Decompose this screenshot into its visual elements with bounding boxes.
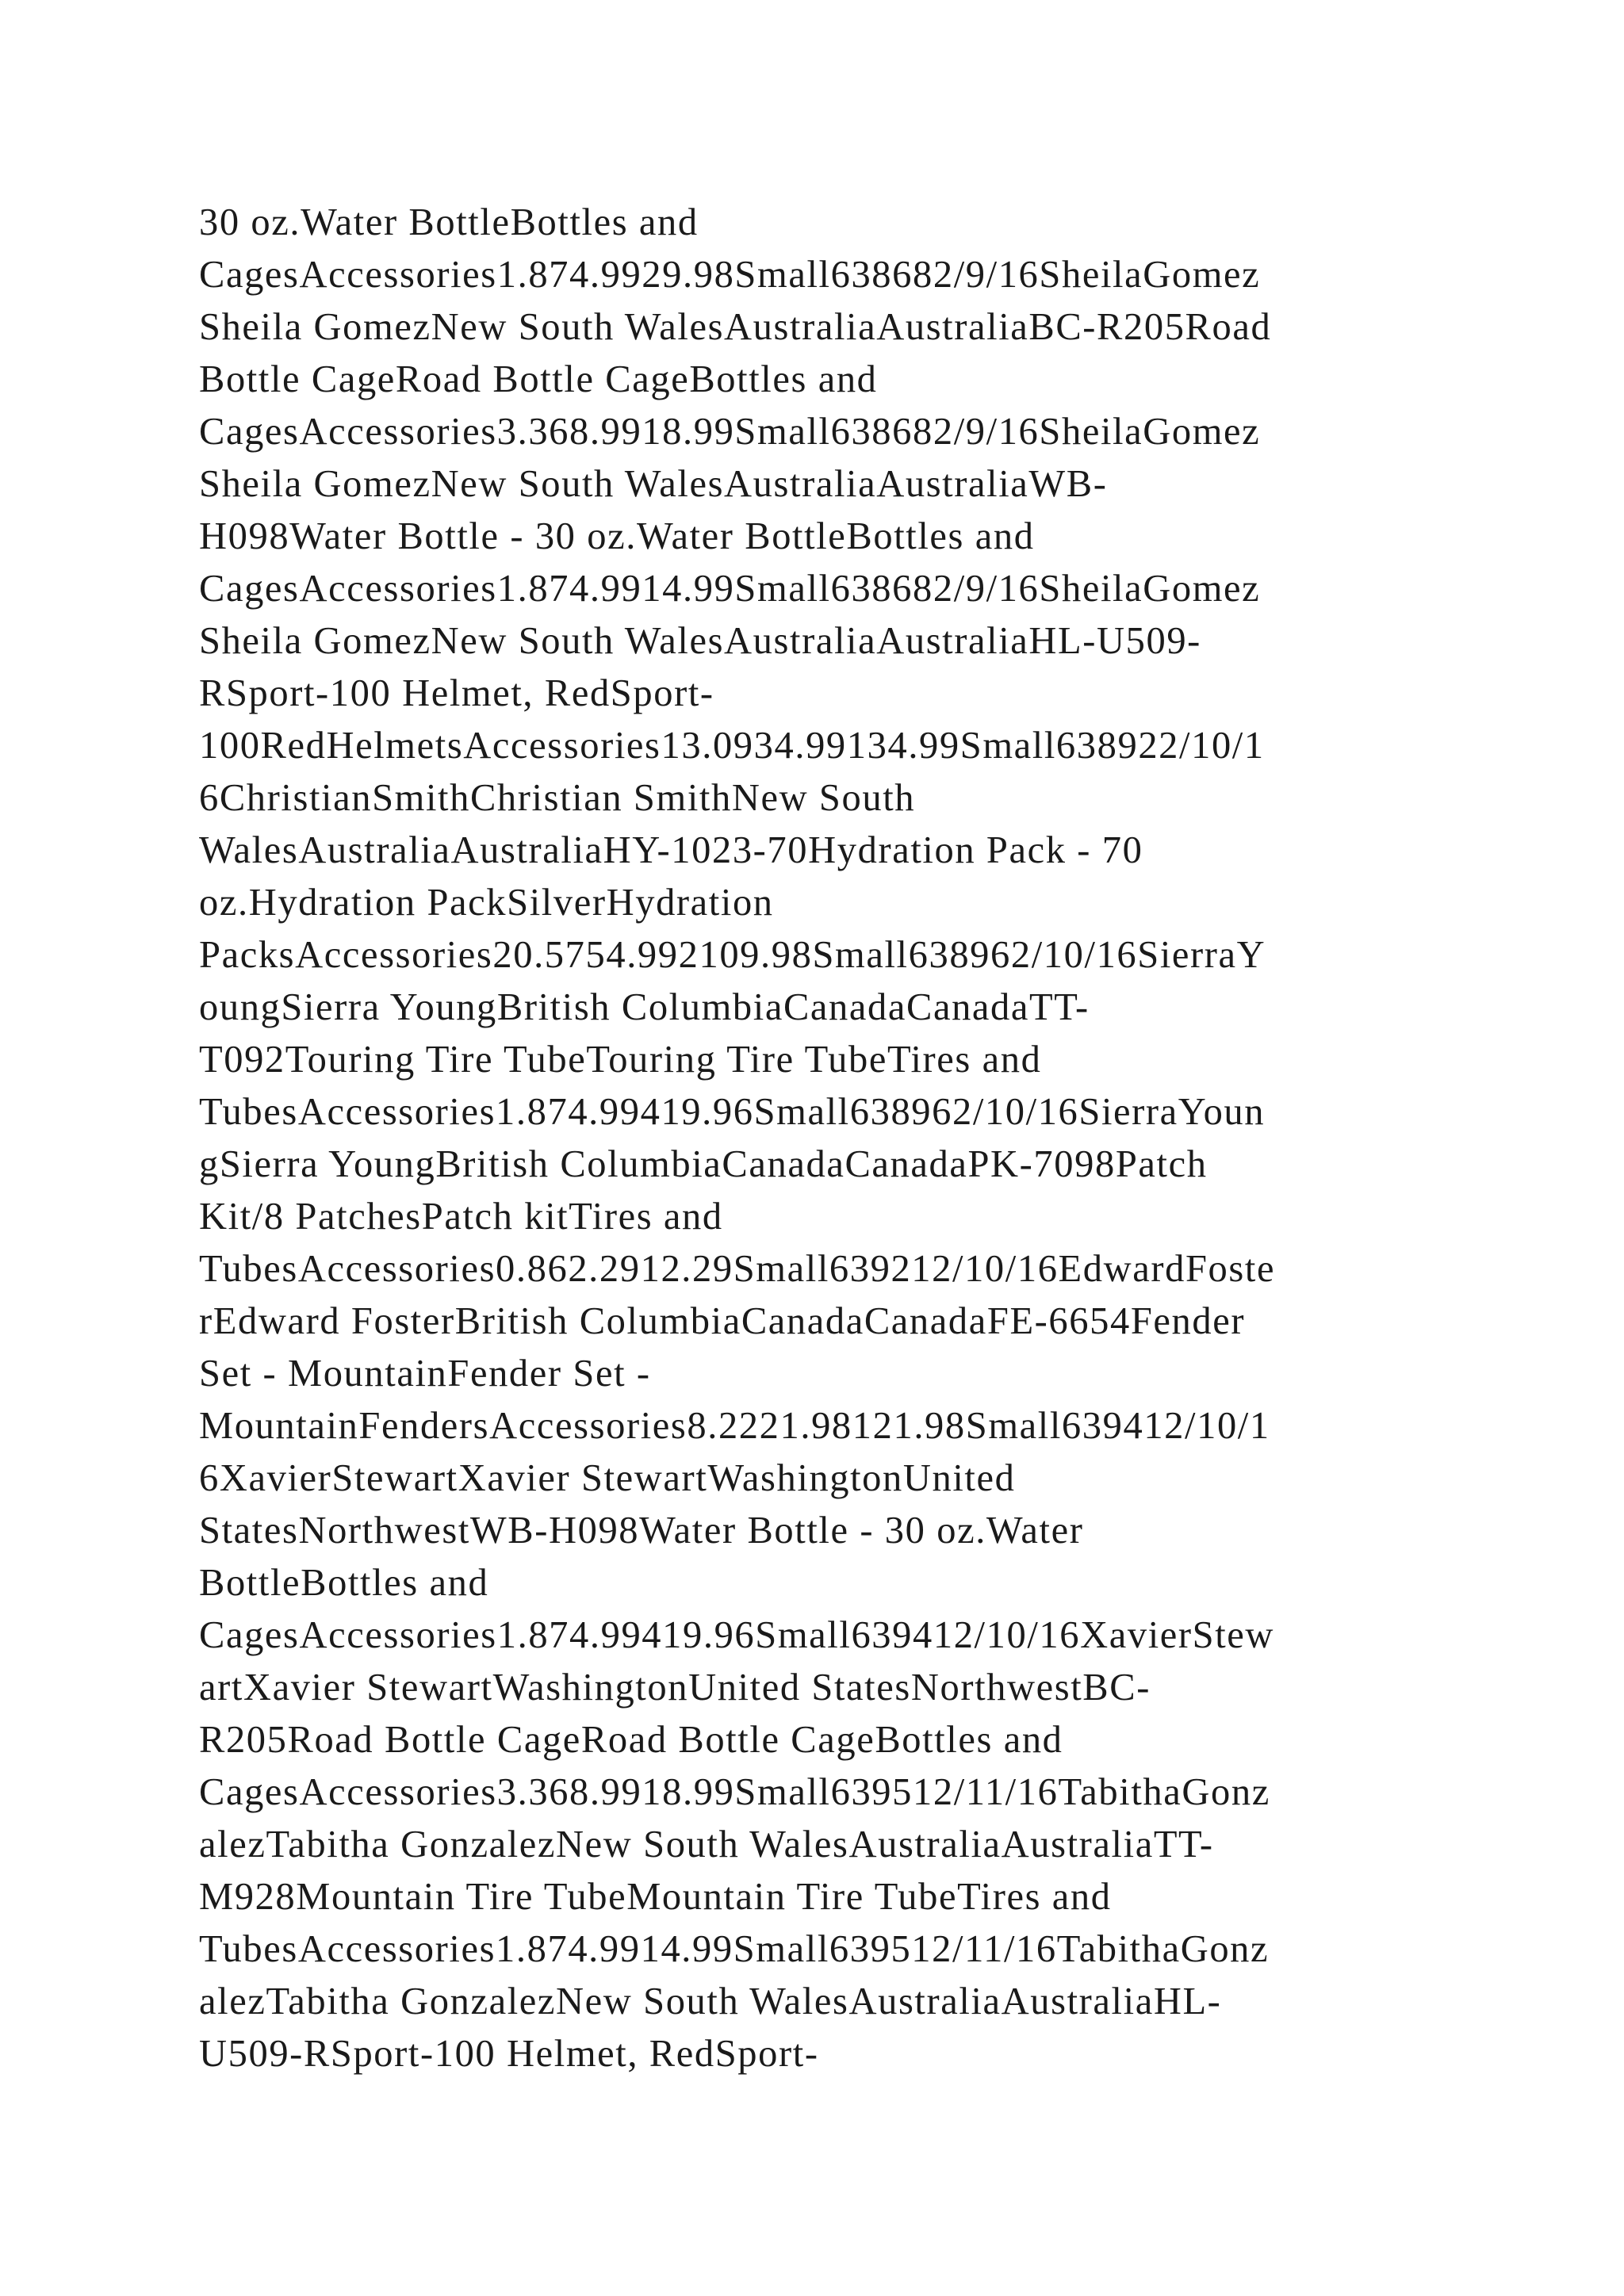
document-body <box>199 197 1436 2080</box>
text-line: CagesAccessories1.874.9914.99Small638682/9/16SheilaGomez <box>199 568 1261 610</box>
text-line: artXavier StewartWashingtonUnited StatesNorthwestBC- <box>199 1667 1151 1709</box>
text-line: CagesAccessories1.874.99419.96Small639412/10/16XavierStew <box>199 1614 1275 1656</box>
text-line: T092Touring Tire TubeTouring Tire TubeTires and <box>199 1039 1042 1081</box>
text-line: PacksAccessories20.5754.992109.98Small638962/10/16SierraY <box>199 934 1266 976</box>
text-line: TubesAccessories1.874.9914.99Small639512/11/16TabithaGonz <box>199 1928 1270 1970</box>
text-line: U509-RSport-100 Helmet, RedSport- <box>199 2033 819 2075</box>
text-line: alezTabitha GonzalezNew South WalesAustraliaAustraliaHL- <box>199 1980 1222 2022</box>
text-line: BottleBottles and <box>199 1562 489 1604</box>
text-line: alezTabitha GonzalezNew South WalesAustraliaAustraliaTT- <box>199 1823 1214 1866</box>
text-line: TubesAccessories1.874.99419.96Small638962/10/16SierraYoun <box>199 1091 1266 1133</box>
text-line: StatesNorthwestWB-H098Water Bottle - 30 oz.Water <box>199 1510 1084 1552</box>
text-line: CagesAccessories3.368.9918.99Small639512/11/16TabithaGonz <box>199 1771 1270 1813</box>
text-line: 6ChristianSmithChristian SmithNew South <box>199 777 916 819</box>
text-line: RSport-100 Helmet, RedSport- <box>199 672 714 714</box>
text-line: CagesAccessories1.874.9929.98Small638682/9/16SheilaGomez <box>199 254 1261 296</box>
text-line: oz.Hydration PackSilverHydration <box>199 882 774 924</box>
text-line: rEdward FosterBritish ColumbiaCanadaCanadaFE-6654Fender <box>199 1300 1246 1342</box>
text-line: 6XavierStewartXavier StewartWashingtonUnited <box>199 1457 1016 1499</box>
text-line: H098Water Bottle - 30 oz.Water BottleBottles and <box>199 515 1035 557</box>
text-line: M928Mountain Tire TubeMountain Tire TubeTires and <box>199 1876 1112 1918</box>
text-line: oungSierra YoungBritish ColumbiaCanadaCanadaTT- <box>199 986 1090 1028</box>
text-line: Set - MountainFender Set - <box>199 1353 651 1395</box>
text-line: Sheila GomezNew South WalesAustraliaAustraliaWB- <box>199 463 1108 505</box>
text-line: Bottle CageRoad Bottle CageBottles and <box>199 358 878 400</box>
text-line: R205Road Bottle CageRoad Bottle CageBottles and <box>199 1719 1063 1761</box>
text-line: 100RedHelmetsAccessories13.0934.99134.99Small638922/10/1 <box>199 725 1265 767</box>
text-line: CagesAccessories3.368.9918.99Small638682/9/16SheilaGomez <box>199 411 1261 453</box>
text-line: Sheila GomezNew South WalesAustraliaAustraliaBC-R205Road <box>199 306 1272 348</box>
text-line: 30 oz.Water BottleBottles and <box>199 201 699 243</box>
text-line: Sheila GomezNew South WalesAustraliaAustraliaHL-U509- <box>199 620 1201 662</box>
text-line: MountainFendersAccessories8.2221.98121.98Small639412/10/1 <box>199 1405 1270 1447</box>
text-line: TubesAccessories0.862.2912.29Small639212/10/16EdwardFoste <box>199 1248 1276 1290</box>
text-line: gSierra YoungBritish ColumbiaCanadaCanadaPK-7098Patch <box>199 1143 1208 1185</box>
text-line: Kit/8 PatchesPatch kitTires and <box>199 1196 723 1238</box>
text-line: WalesAustraliaAustraliaHY-1023-70Hydration Pack - 70 <box>199 829 1143 871</box>
